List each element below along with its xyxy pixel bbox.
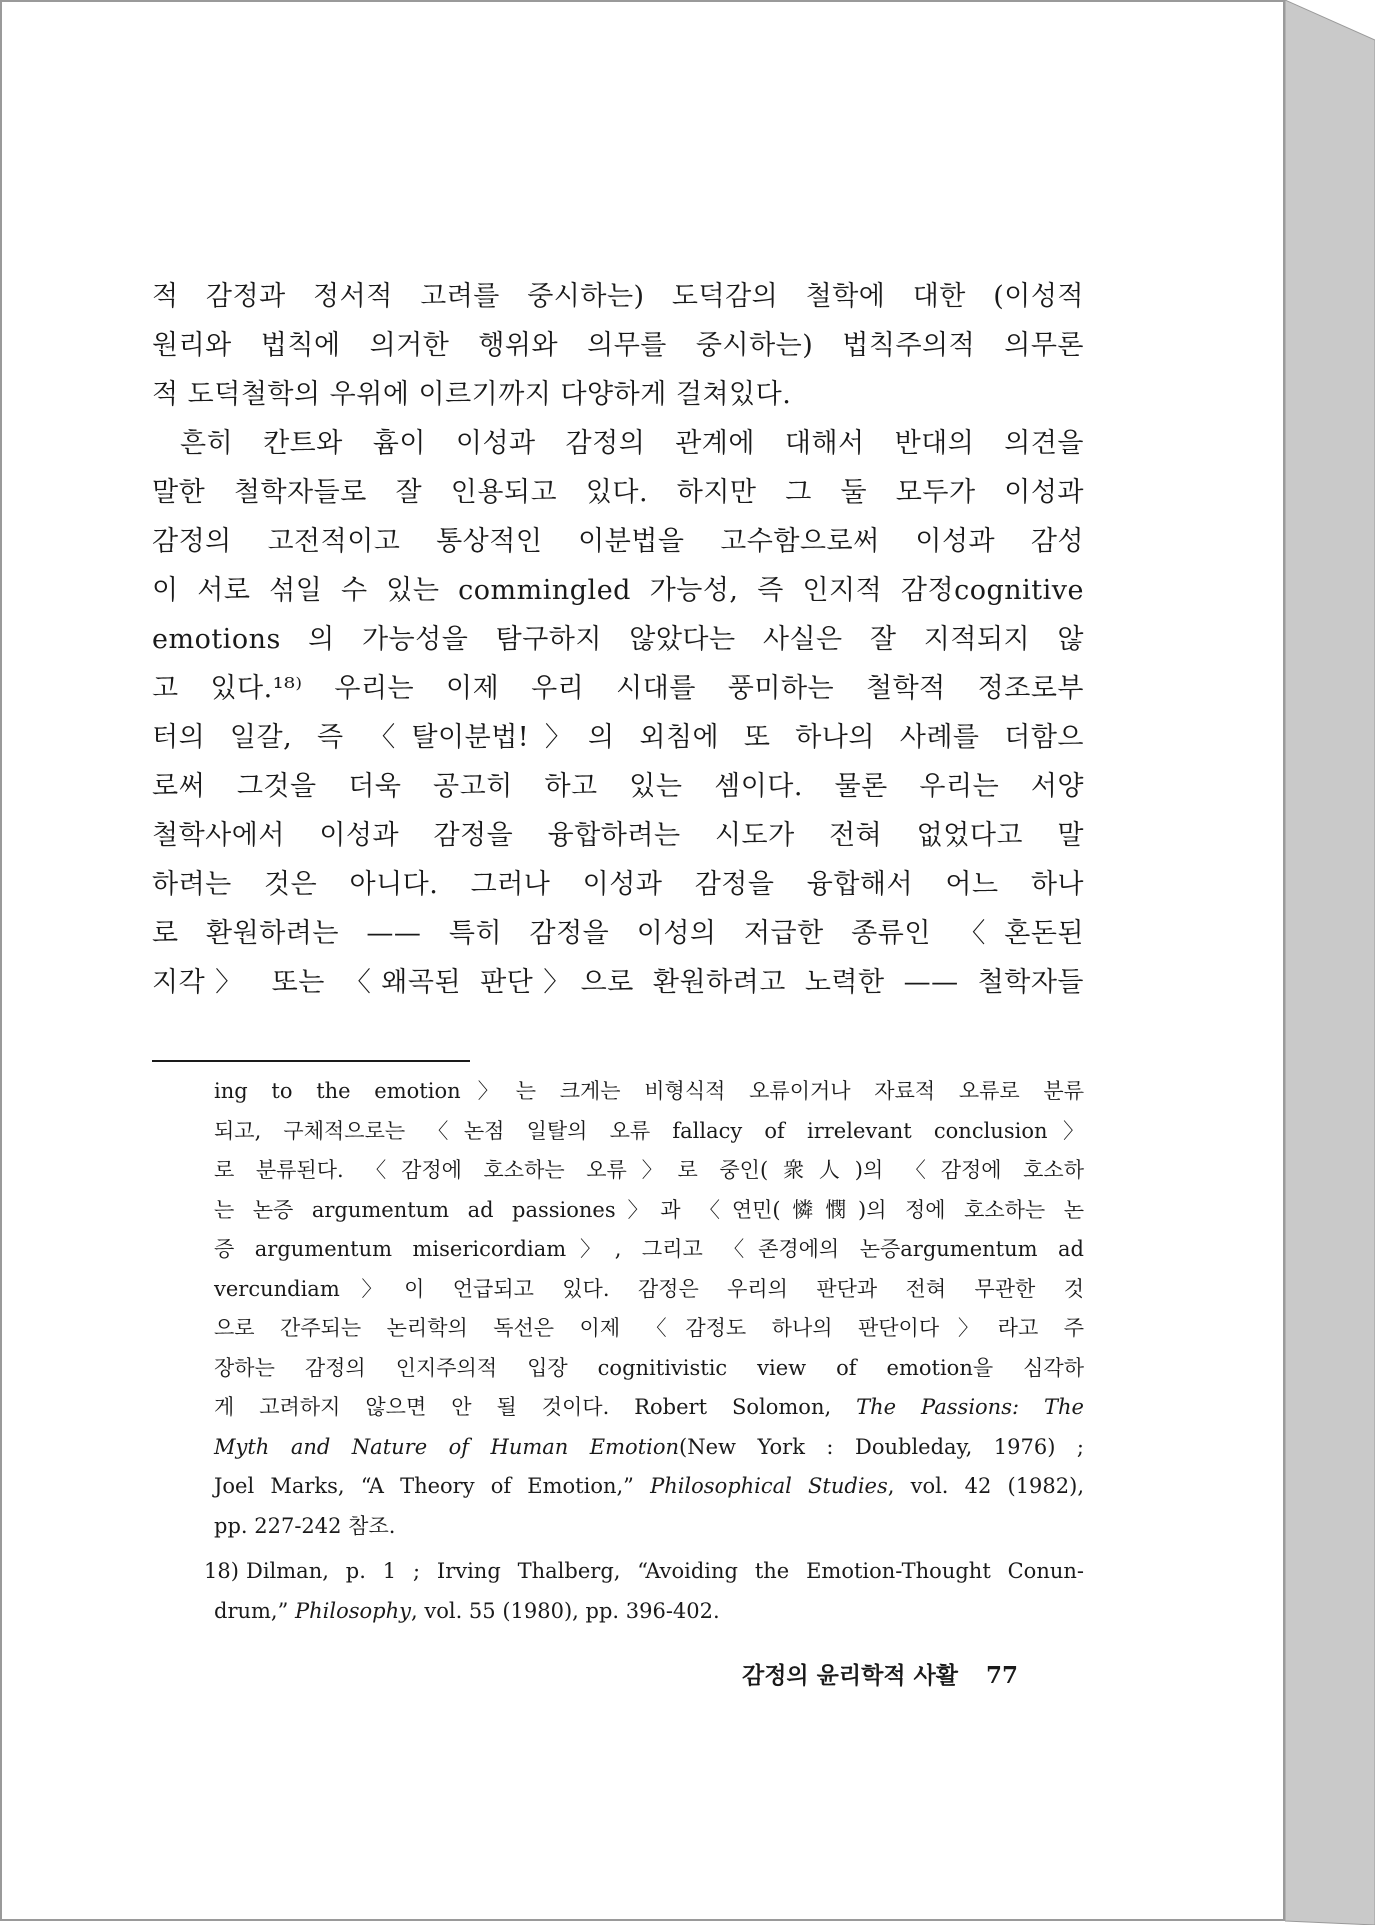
page-number: 77 bbox=[985, 1662, 1018, 1689]
body-line: 고 있다.¹⁸⁾ 우리는 이제 우리 시대를 풍미하는 철학적 정조로부 bbox=[152, 673, 1084, 704]
footnote-text: , vol. 55 (1980), pp. 396-402. bbox=[411, 1598, 720, 1623]
journal-title: Philosophy bbox=[295, 1598, 411, 1623]
body-line: emotions 의 가능성을 탐구하지 않았다는 사실은 잘 지적되지 않 bbox=[152, 624, 1084, 655]
running-footer bbox=[742, 1657, 1018, 1690]
body-text bbox=[152, 272, 1084, 1007]
body-line: 로 환원하려는 —— 특히 감정을 이성의 저급한 종류인 〈혼돈된 bbox=[152, 918, 1084, 949]
running-title: 감정의 윤리학적 사활 bbox=[742, 1662, 958, 1689]
footnotes bbox=[204, 1072, 1085, 1631]
body-line: 지각〉 또는 〈왜곡된 판단〉으로 환원하려고 노력한 —— 철학자들 bbox=[152, 967, 1084, 998]
book-title: Myth and Nature of Human Emotion bbox=[214, 1434, 680, 1459]
footnote-number: 18) bbox=[204, 1559, 239, 1583]
journal-title: Philosophical Studies bbox=[650, 1474, 888, 1498]
footnote-text: 게 고려하지 않으면 안 될 것이다. Robert Solomon, bbox=[214, 1395, 857, 1419]
footnote-line: vercundiam〉이 언급되고 있다. 감정은 우리의 판단과 전혀 무관한 것 bbox=[214, 1276, 1084, 1301]
footnote-line: 되고, 구체적으로는 〈논점 일탈의 오류 fallacy of irrelevant conclusion〉 bbox=[214, 1118, 1084, 1143]
footnote-line: 증 argumentum misericordiam〉, 그리고 〈존경에의 논증argumentum ad bbox=[214, 1237, 1084, 1261]
footnote-text: Joel Marks, “A Theory of Emotion,” bbox=[214, 1474, 651, 1498]
body-line: 적 도덕철학의 우위에 이르기까지 다양하게 걸쳐있다. bbox=[152, 379, 792, 410]
footnote-18 bbox=[204, 1552, 1084, 1631]
body-line: 감정의 고전적이고 통상적인 이분법을 고수함으로써 이성과 감성 bbox=[152, 526, 1084, 557]
footnote-line: 장하는 감정의 인지주의적 입장 cognitivistic view of emotion을 심각하 bbox=[214, 1355, 1084, 1380]
body-line: 말한 철학자들로 잘 인용되고 있다. 하지만 그 둘 모두가 이성과 bbox=[152, 477, 1084, 508]
footnote-line: ing to the emotion〉는 크게는 비형식적 오류이거나 자료적 오류로 분류 bbox=[214, 1079, 1084, 1103]
body-line: 하려는 것은 아니다. 그러나 이성과 감정을 융합해서 어느 하나 bbox=[152, 869, 1084, 900]
footnote-17-continued bbox=[214, 1072, 1084, 1546]
footnote-text: , vol. 42 (1982), bbox=[887, 1474, 1085, 1498]
page-edge-shape bbox=[1285, 0, 1375, 1925]
footnote-line bbox=[214, 1467, 1084, 1507]
body-line: 터의 일갈, 즉 〈탈이분법!〉의 외침에 또 하나의 사례를 더함으 bbox=[152, 722, 1084, 753]
body-line: 적 감정과 정서적 고려를 중시하는) 도덕감의 철학에 대한 (이성적 bbox=[152, 281, 1084, 312]
footnote-line: 로 분류된다. 〈감정에 호소하는 오류〉로 중인(衆人)의 〈감정에 호소하 bbox=[214, 1158, 1084, 1182]
footnote-text: (New York : Doubleday, 1976) ; bbox=[679, 1434, 1084, 1459]
footnote-line: 는 논증 argumentum ad passiones〉과 〈연민(憐憫)의 정에 호소하는 논 bbox=[214, 1197, 1084, 1222]
footnote-divider bbox=[152, 1060, 470, 1062]
footnote-line: pp. 227-242 참조. bbox=[214, 1513, 396, 1538]
footnote-line bbox=[214, 1388, 1084, 1428]
footnote-line bbox=[214, 1428, 1084, 1468]
footnote-line bbox=[214, 1592, 1084, 1632]
body-line: 로써 그것을 더욱 공고히 하고 있는 셈이다. 물론 우리는 서양 bbox=[152, 771, 1084, 802]
book-page-edge bbox=[1285, 0, 1375, 1925]
book-title: The Passions: The bbox=[856, 1395, 1084, 1419]
body-line: 원리와 법칙에 의거한 행위와 의무를 중시하는) 법칙주의적 의무론 bbox=[152, 330, 1084, 361]
body-line: 흔히 칸트와 흄이 이성과 감정의 관계에 대해서 반대의 의견을 bbox=[180, 428, 1084, 459]
footnote-text: drum,” bbox=[214, 1598, 296, 1623]
footnote-line: 으로 간주되는 논리학의 독선은 이제 〈감정도 하나의 판단이다〉라고 주 bbox=[214, 1316, 1084, 1340]
body-line: 이 서로 섞일 수 있는 commingled 가능성, 즉 인지적 감정cognitive bbox=[152, 575, 1084, 606]
body-line: 철학사에서 이성과 감정을 융합하려는 시도가 전혀 없었다고 말 bbox=[152, 820, 1084, 851]
footnote-line: Dilman, p. 1 ; Irving Thalberg, “Avoiding the Emotion-Thought Conun- bbox=[246, 1559, 1084, 1583]
